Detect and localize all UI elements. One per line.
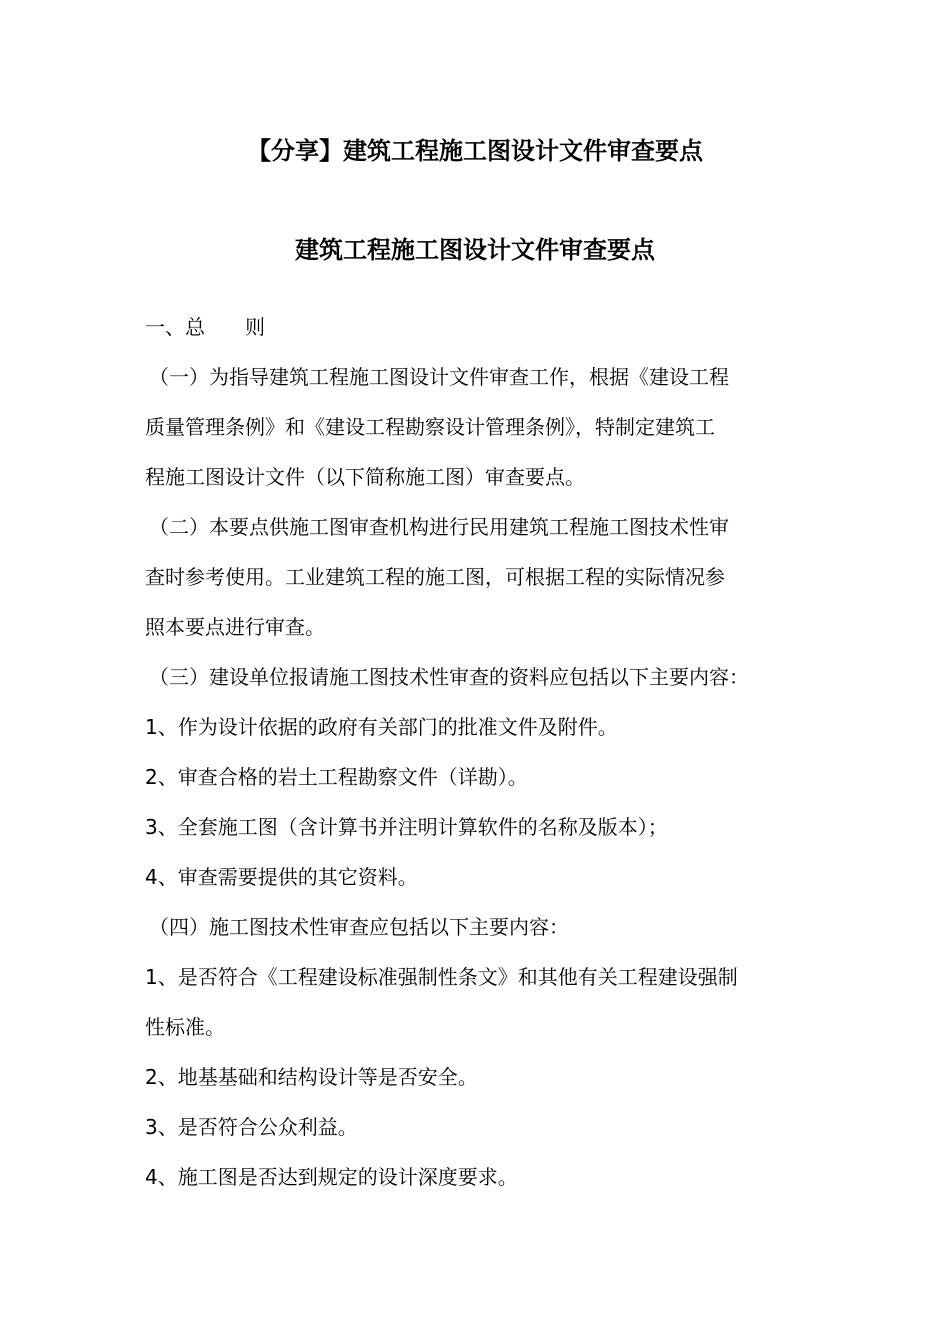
list-item: 4、审查需要提供的其它资料。 [145, 865, 418, 889]
paragraph-line: 查时参考使用。工业建筑工程的施工图，可根据工程的实际情况参 [145, 565, 725, 589]
paragraph-line: （二）本要点供施工图审查机构进行民用建筑工程施工图技术性审 [149, 515, 729, 539]
list-item: 3、全套施工图（含计算书并注明计算软件的名称及版本）； [145, 815, 668, 839]
paragraph-line: 程施工图设计文件（以下简称施工图）审查要点。 [145, 465, 585, 489]
paragraph-line: （三）建设单位报请施工图技术性审查的资料应包括以下主要内容： [149, 665, 749, 689]
list-item: 2、审查合格的岩土工程勘察文件（详勘）。 [145, 765, 528, 789]
paragraph-line: 质量管理条例》和《建设工程勘察设计管理条例》，特制定建筑工 [145, 415, 715, 439]
list-item: 1、是否符合《工程建设标准强制性条文》和其他有关工程建设强制 [145, 965, 738, 989]
list-item: 4、施工图是否达到规定的设计深度要求。 [145, 1165, 518, 1189]
paragraph-line: （四）施工图技术性审查应包括以下主要内容： [149, 915, 569, 939]
document-subtitle: 建筑工程施工图设计文件审查要点 [295, 236, 655, 264]
list-item: 1、作为设计依据的政府有关部门的批准文件及附件。 [145, 715, 618, 739]
document-title: 【分享】建筑工程施工图设计文件审查要点 [247, 137, 703, 165]
list-item: 性标准。 [145, 1015, 225, 1039]
paragraph-line: 照本要点进行审查。 [145, 615, 325, 639]
paragraph-line: （一）为指导建筑工程施工图设计文件审查工作，根据《建设工程 [149, 365, 729, 389]
document-body [145, 302, 810, 1202]
list-item: 2、地基基础和结构设计等是否安全。 [145, 1065, 478, 1089]
section-heading: 一、总 则 [145, 315, 265, 339]
list-item: 3、是否符合公众利益。 [145, 1115, 358, 1139]
